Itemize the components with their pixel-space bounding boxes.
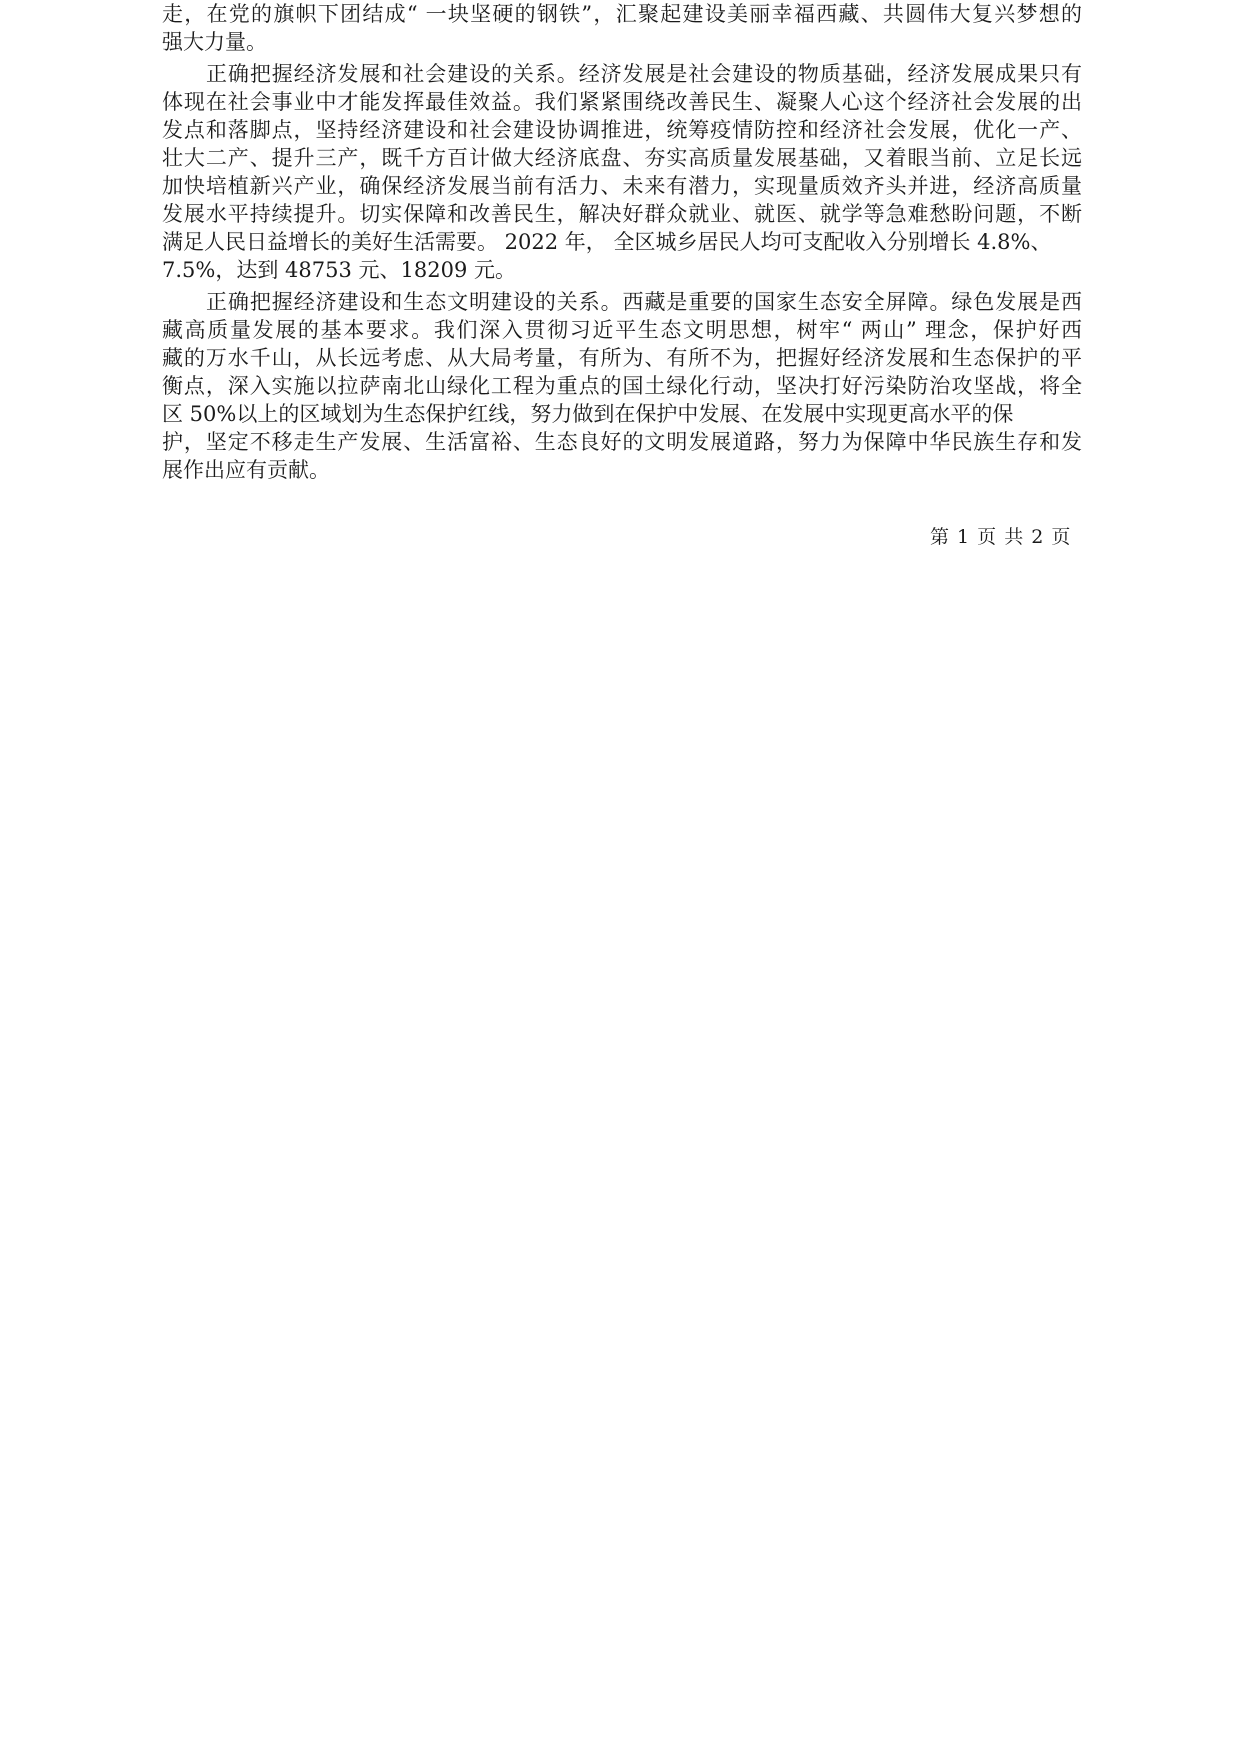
text-line: 走，在党的旗帜下团结成“ 一块坚硬的钢铁”，汇聚起建设美丽幸福西藏、共圆伟大复兴梦想的	[162, 2, 1082, 26]
paragraph-3	[162, 288, 1082, 484]
text-line: 展作出应有贡献。	[162, 458, 330, 482]
text-line: 发展水平持续提升。切实保障和改善民生，解决好群众就业、就医、就学等急难愁盼问题，不断	[162, 202, 1082, 226]
text-line: 体现在社会事业中才能发挥最佳效益。我们紧紧围绕改善民生、凝聚人心这个经济社会发展的出	[162, 90, 1082, 114]
text-line: 满足人民日益增长的美好生活需要。 2022 年， 全区城乡居民人均可支配收入分别增长 4.8%、	[162, 230, 1052, 254]
text-line: 护，坚定不移走生产发展、生活富裕、生态良好的文明发展道路，努力为保障中华民族生存和发	[162, 430, 1082, 454]
paragraph-1	[162, 0, 1082, 56]
text-line: 发点和落脚点，坚持经济建设和社会建设协调推进，统筹疫情防控和经济社会发展，优化一产、	[162, 118, 1082, 142]
text-line: 藏高质量发展的基本要求。我们深入贯彻习近平生态文明思想，树牢“ 两山” 理念，保护好西	[162, 318, 1082, 342]
text-line: 正确把握经济发展和社会建设的关系。经济发展是社会建设的物质基础，经济发展成果只有	[206, 62, 1082, 86]
page-number-footer: 第 1 页 共 2 页	[930, 526, 1072, 548]
text-line: 正确把握经济建设和生态文明建设的关系。西藏是重要的国家生态安全屏障。绿色发展是西	[206, 290, 1082, 314]
text-line: 藏的万水千山，从长远考虑、从大局考量，有所为、有所不为，把握好经济发展和生态保护的平	[162, 346, 1082, 370]
text-line: 7.5%，达到 48753 元、18209 元。	[162, 258, 516, 282]
paragraph-2	[162, 60, 1082, 284]
text-line: 衡点，深入实施以拉萨南北山绿化工程为重点的国土绿化行动，坚决打好污染防治攻坚战，将全	[162, 374, 1082, 398]
document-body	[162, 0, 1082, 488]
text-line: 加快培植新兴产业，确保经济发展当前有活力、未来有潜力，实现量质效齐头并进，经济高质量	[162, 174, 1082, 198]
text-line: 区 50%以上的区域划为生态保护红线，努力做到在保护中发展、在发展中实现更高水平的保	[162, 402, 1014, 426]
text-line: 壮大二产、提升三产，既千方百计做大经济底盘、夯实高质量发展基础，又着眼当前、立足长远	[162, 146, 1082, 170]
text-line: 强大力量。	[162, 30, 267, 54]
